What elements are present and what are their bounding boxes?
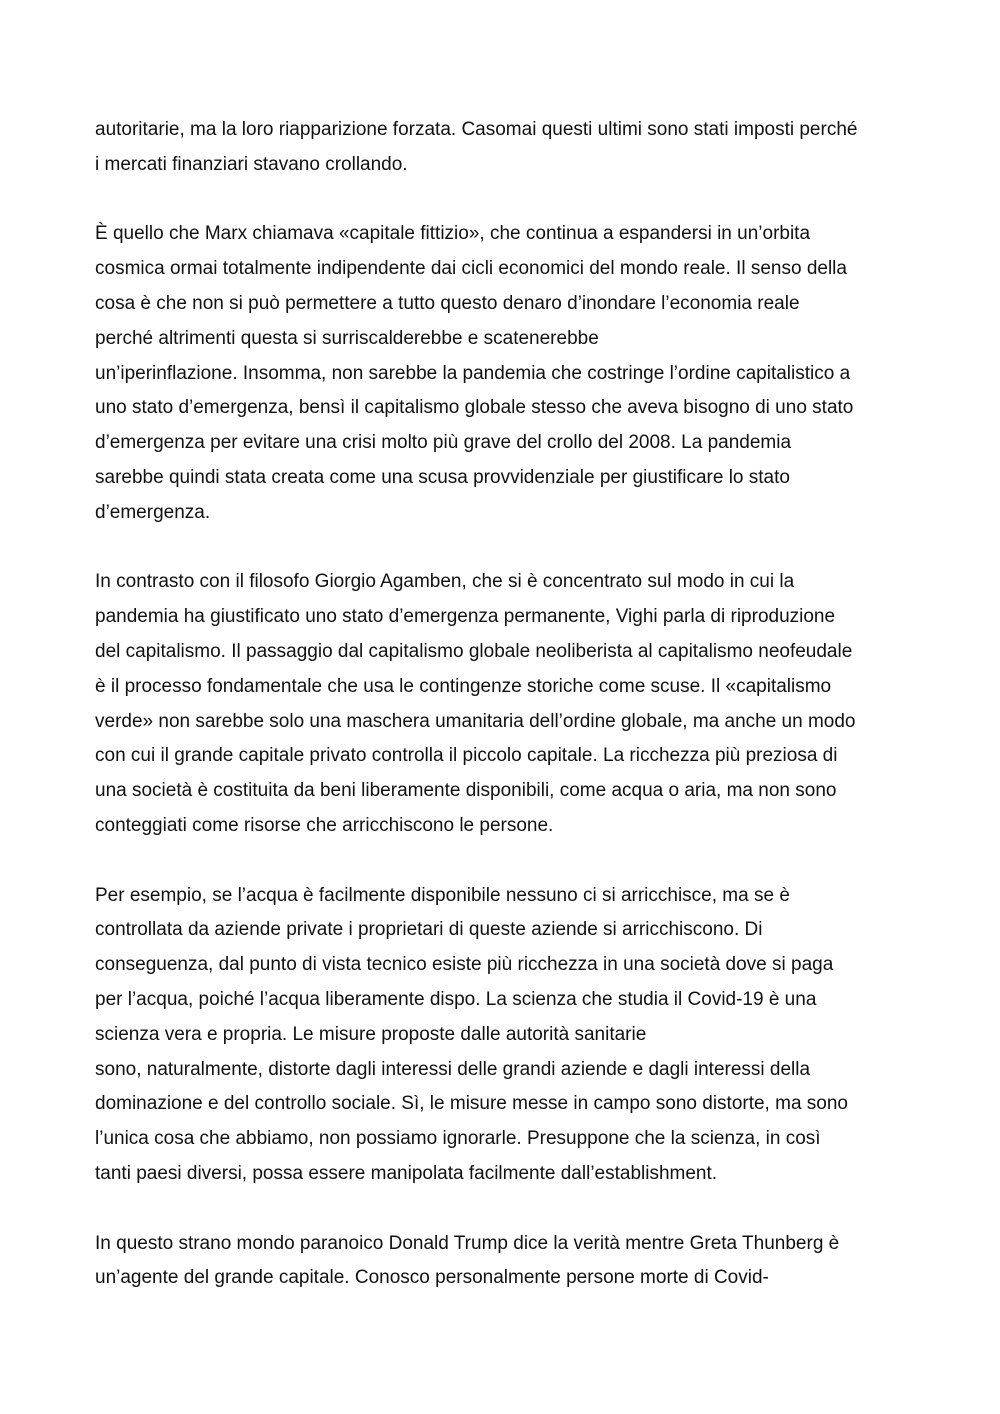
text-line: per l’acqua, poiché l’acqua liberamente dispo. La scienza che studia il Covid-19 è una bbox=[95, 988, 817, 1010]
text-line: dominazione e del controllo sociale. Sì, le misure messe in campo sono distorte, ma sono bbox=[95, 1093, 848, 1115]
text-line: i mercati finanziari stavano crollando. bbox=[95, 153, 408, 175]
text-line: con cui il grande capitale privato controlla il piccolo capitale. La ricchezza più preziosa di bbox=[95, 745, 838, 767]
text-line: controllata da aziende private i proprietari di queste aziende si arricchiscono. Di bbox=[95, 919, 763, 941]
text-line: un’agente del grande capitale. Conosco personalmente persone morte di Covid- bbox=[95, 1267, 769, 1289]
paragraph-4 bbox=[95, 879, 910, 1192]
text-line: cosmica ormai totalmente indipendente dai cicli economici del mondo reale. Il senso della bbox=[95, 258, 847, 280]
text-line: d’emergenza per evitare una crisi molto più grave del crollo del 2008. La pandemia bbox=[95, 432, 792, 454]
body-text bbox=[95, 113, 910, 1331]
text-line: un’iperinflazione. Insomma, non sarebbe la pandemia che costringe l’ordine capitalistico a bbox=[95, 362, 851, 384]
text-line: tanti paesi diversi, possa essere manipolata facilmente dall’establishment. bbox=[95, 1162, 718, 1184]
text-line: In contrasto con il filosofo Giorgio Agamben, che si è concentrato sul modo in cui la bbox=[95, 571, 795, 593]
paragraph-2 bbox=[95, 217, 910, 530]
text-line: In questo strano mondo paranoico Donald Trump dice la verità mentre Greta Thunberg è bbox=[95, 1232, 840, 1254]
text-line: uno stato d’emergenza, bensì il capitalismo globale stesso che aveva bisogno di uno stato bbox=[95, 397, 854, 419]
text-line: scienza vera e propria. Le misure proposte dalle autorità sanitarie bbox=[95, 1023, 647, 1045]
paragraph-1 bbox=[95, 113, 910, 183]
paragraph-5 bbox=[95, 1227, 910, 1297]
text-line: è il processo fondamentale che usa le contingenze storiche come scuse. Il «capitalismo bbox=[95, 675, 832, 697]
text-line: l’unica cosa che abbiamo, non possiamo ignorarle. Presuppone che la scienza, in così bbox=[95, 1128, 821, 1150]
text-line: conteggiati come risorse che arricchiscono le persone. bbox=[95, 814, 554, 836]
text-line: conseguenza, dal punto di vista tecnico esiste più ricchezza in una società dove si paga bbox=[95, 954, 834, 976]
text-line: del capitalismo. Il passaggio dal capitalismo globale neoliberista al capitalismo neofeudale bbox=[95, 640, 853, 662]
paragraph-3 bbox=[95, 565, 910, 843]
text-line: Per esempio, se l’acqua è facilmente disponibile nessuno ci si arricchisce, ma se è bbox=[95, 884, 790, 906]
text-line: autoritarie, ma la loro riapparizione forzata. Casomai questi ultimi sono stati imposti perché bbox=[95, 119, 858, 140]
text-line: verde» non sarebbe solo una maschera umanitaria dell’ordine globale, ma anche un modo bbox=[95, 710, 856, 732]
text-line: È quello che Marx chiamava «capitale fittizio», che continua a espandersi in un’orbita bbox=[95, 223, 811, 245]
text-line: sono, naturalmente, distorte dagli interessi delle grandi aziende e dagli interessi della bbox=[95, 1058, 811, 1080]
text-line: d’emergenza. bbox=[95, 501, 211, 523]
text-line: pandemia ha giustificato uno stato d’emergenza permanente, Vighi parla di riproduzione bbox=[95, 606, 836, 628]
text-line: cosa è che non si può permettere a tutto questo denaro d’inondare l’economia reale bbox=[95, 292, 800, 314]
text-line: perché altrimenti questa si surriscalderebbe e scatenerebbe bbox=[95, 327, 599, 349]
text-line: una società è costituita da beni liberamente disponibili, come acqua o aria, ma non sono bbox=[95, 780, 837, 802]
text-line: sarebbe quindi stata creata come una scusa provvidenziale per giustificare lo stato bbox=[95, 466, 790, 488]
